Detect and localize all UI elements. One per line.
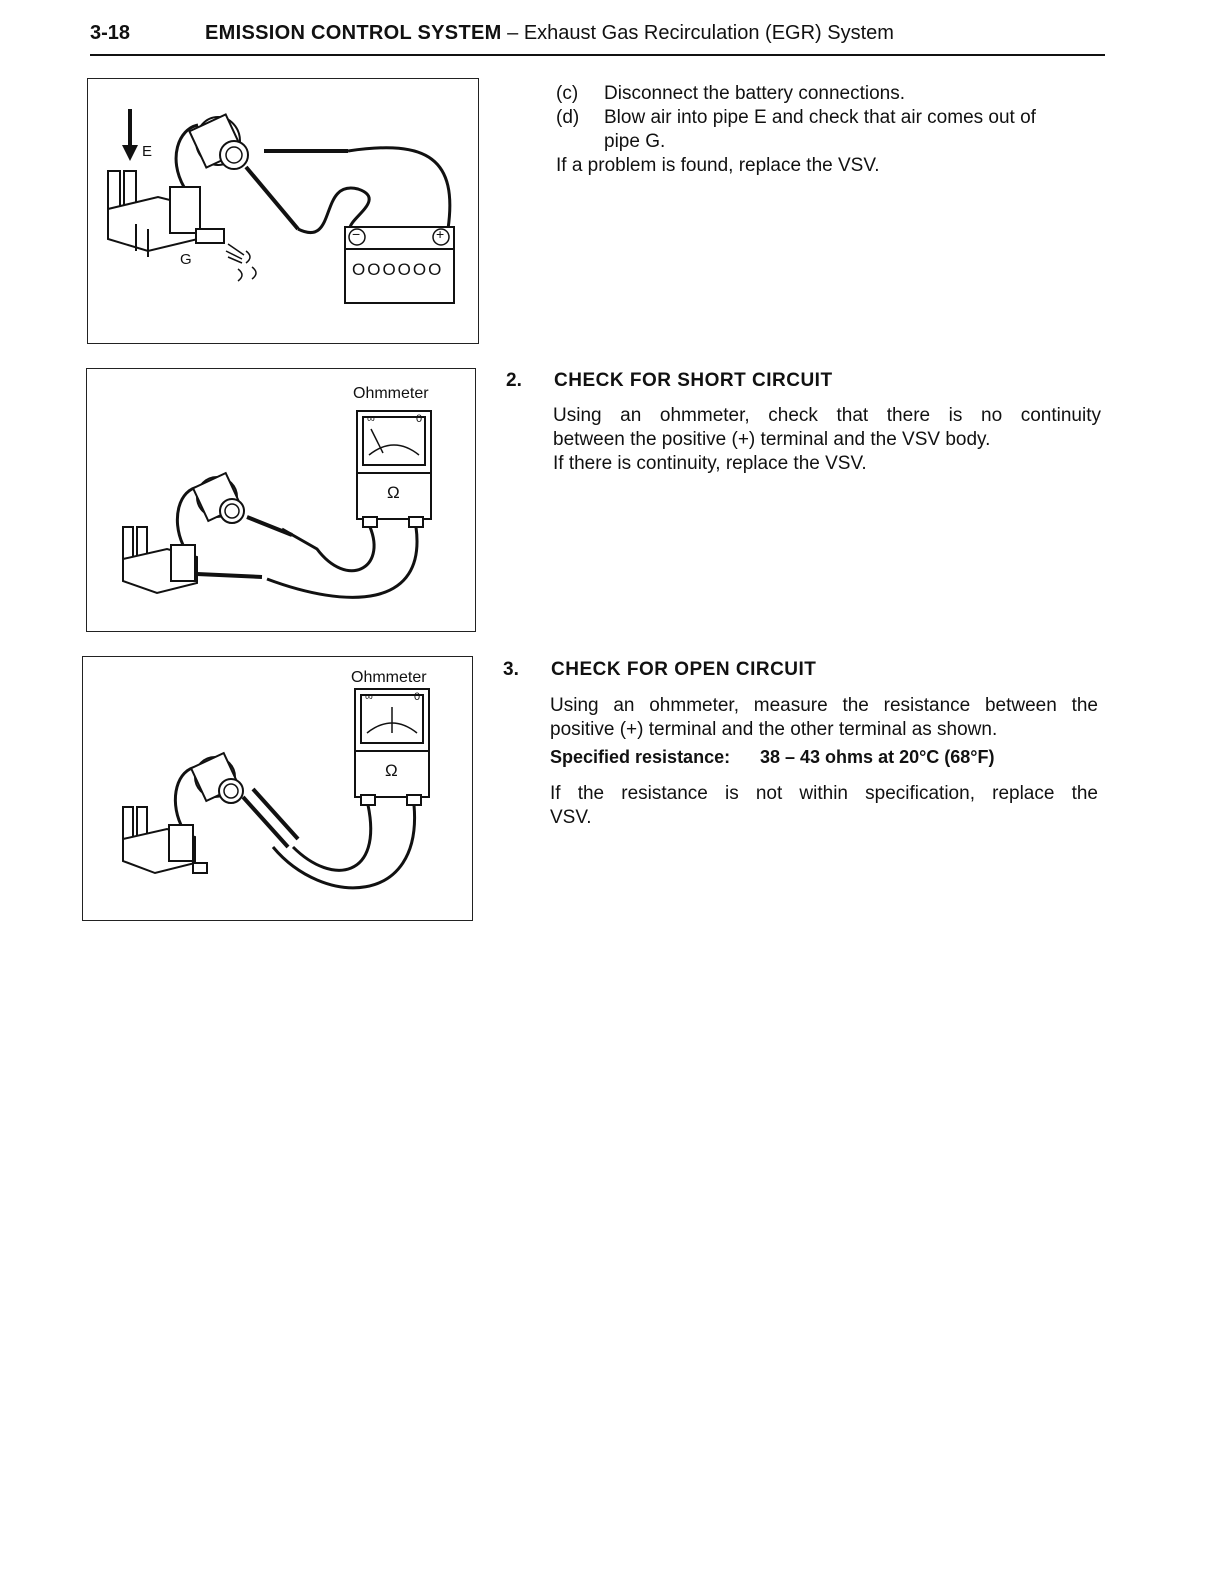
meter-zero: 0 [416, 413, 423, 425]
step-d-text-cont: pipe G. [604, 131, 666, 152]
header-rule [90, 54, 1105, 56]
battery-plus-terminal: + [436, 226, 445, 242]
step-d [556, 106, 1036, 152]
label-pipe-g: G [180, 251, 192, 268]
step-d-marker: (d) [556, 107, 580, 128]
label-pipe-e: E [142, 143, 153, 160]
meter-infinity: ∞ [365, 691, 373, 703]
meter-infinity: ∞ [367, 413, 375, 425]
spec-resistance-value: 38 – 43 ohms at 20°C (68°F) [760, 747, 995, 767]
meter-zero: 0 [414, 691, 421, 703]
ohmmeter-label: Ohmmeter [351, 669, 427, 686]
page-number: 3-18 [90, 22, 131, 44]
step-c-marker: (c) [556, 83, 579, 104]
section-3-line-1: Using an ohmmeter, measure the resistance between the [550, 695, 1098, 716]
title-separator: – [507, 22, 519, 44]
section-2-number: 2. [506, 370, 522, 391]
ohmmeter-label: Ohmmeter [353, 385, 429, 402]
battery-cells: OOOOOO [352, 260, 444, 279]
battery-minus-terminal: − [352, 226, 361, 242]
section-3-line-2: positive (+) terminal and the other terminal as shown. [550, 719, 998, 740]
section-2-line-2: between the positive (+) terminal and the VSV body. [553, 429, 991, 450]
section-2-line-1: Using an ohmmeter, check that there is no continuity [553, 405, 1101, 426]
meter-omega: Ω [387, 483, 400, 502]
section-title: EMISSION CONTROL SYSTEM [205, 22, 502, 44]
figure-open-circuit [82, 656, 473, 921]
section-2-line-3: If there is continuity, replace the VSV. [553, 453, 867, 474]
ohmmeter-short-illustration [87, 369, 475, 631]
vsv-battery-illustration [88, 79, 478, 343]
step-c [556, 82, 906, 106]
section-3-line-4: VSV. [550, 807, 592, 828]
page-header [90, 22, 1105, 56]
figure-short-circuit [86, 368, 476, 632]
subsection-title: Exhaust Gas Recirculation (EGR) System [523, 22, 894, 44]
step-d-text: Blow air into pipe E and check that air comes out of [604, 107, 1036, 128]
page-title [205, 22, 894, 45]
note-replace-vsv: If a problem is found, replace the VSV. [556, 155, 880, 176]
spec-resistance-label: Specified resistance: [550, 747, 731, 767]
step-c-text: Disconnect the battery connections. [604, 83, 906, 104]
section-2-heading: CHECK FOR SHORT CIRCUIT [554, 370, 833, 391]
meter-omega: Ω [385, 761, 398, 780]
section-3-heading: CHECK FOR OPEN CIRCUIT [551, 659, 817, 680]
section-3-number: 3. [503, 659, 519, 680]
section-3-line-3: If the resistance is not within specification, replace the [550, 783, 1098, 804]
figure-vsv-battery [87, 78, 479, 344]
